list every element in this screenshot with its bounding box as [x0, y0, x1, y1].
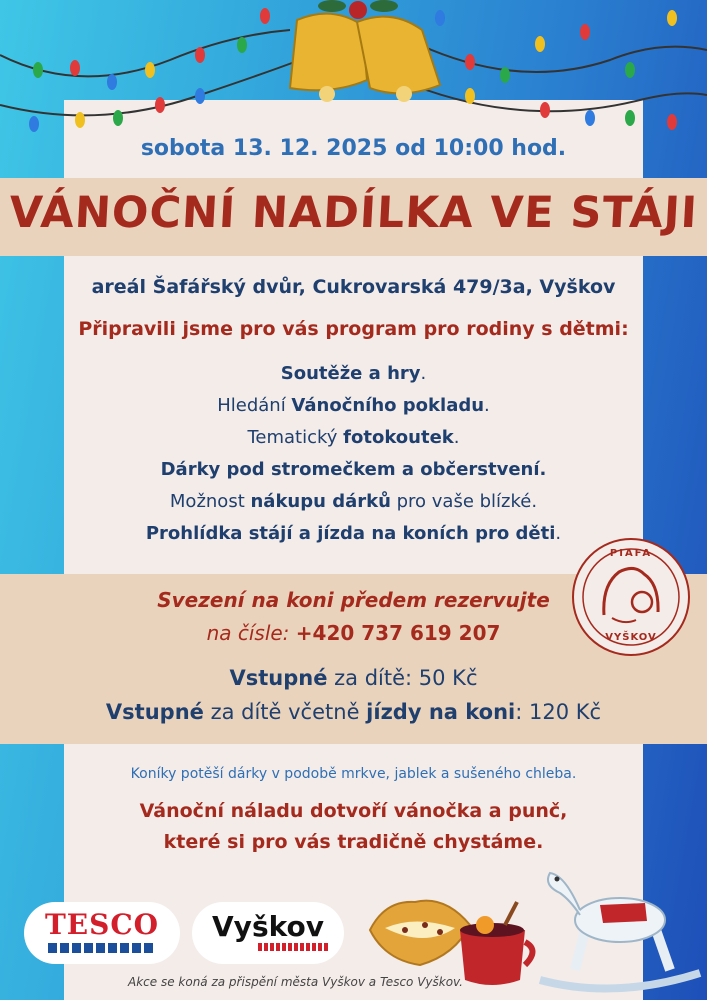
piafa-top-text: PIAFA	[609, 548, 653, 559]
program-item: Prohlídka stájí a jízda na koních pro děti.	[145, 523, 562, 544]
program-list	[0, 358, 707, 550]
phone-number[interactable]: +420 737 619 207	[295, 621, 501, 645]
rocking-horse-illustration	[535, 855, 707, 995]
reservation-phone-line: na čísle: +420 737 619 207	[206, 621, 501, 645]
event-date: sobota 13. 12. 2025 od 10:00 hod.	[140, 136, 567, 161]
mood-line-1: Vánoční náladu dotvoří vánočka a punč,	[139, 800, 568, 822]
tesco-logo: TESCO	[24, 902, 180, 964]
program-item: Hledání Vánočního pokladu.	[217, 395, 490, 416]
fee-child: Vstupné za dítě: 50 Kč	[229, 666, 478, 690]
program-item: Možnost nákupu dárků pro vaše blízké.	[169, 491, 538, 512]
stollen-punch-illustration	[365, 880, 540, 990]
program-item: Dárky pod stromečkem a občerstvení.	[160, 459, 547, 480]
piafa-logo	[572, 538, 690, 656]
piafa-bottom-text: VYŠKOV	[605, 632, 657, 643]
program-intro: Připravili jsme pro vás program pro rodiny s dětmi:	[78, 318, 629, 340]
program-item: Soutěže a hry.	[280, 363, 427, 384]
horses-note: Koníky potěší dárky v podobě mrkve, jablek a sušeného chleba.	[130, 766, 577, 782]
program-item: Tematický fotokoutek.	[247, 427, 460, 448]
vyskov-logo: Vyškov	[192, 902, 344, 964]
bells-illustration	[262, 0, 452, 110]
reservation-line: Svezení na koni předem rezervujte	[157, 588, 550, 612]
event-venue: areál Šafářský dvůr, Cukrovarská 479/3a, Vyškov	[91, 276, 616, 298]
mood-line-2: které si pro vás tradičně chystáme.	[163, 831, 544, 853]
fee-child-ride: Vstupné za dítě včetně jízdy na koni: 120 Kč	[105, 700, 602, 724]
footer-note: Akce se koná za přispění města Vyškov a Tesco Vyškov.	[128, 975, 463, 989]
event-title: VÁNOČNÍ NADÍLKA VE STÁJI	[7, 188, 700, 238]
